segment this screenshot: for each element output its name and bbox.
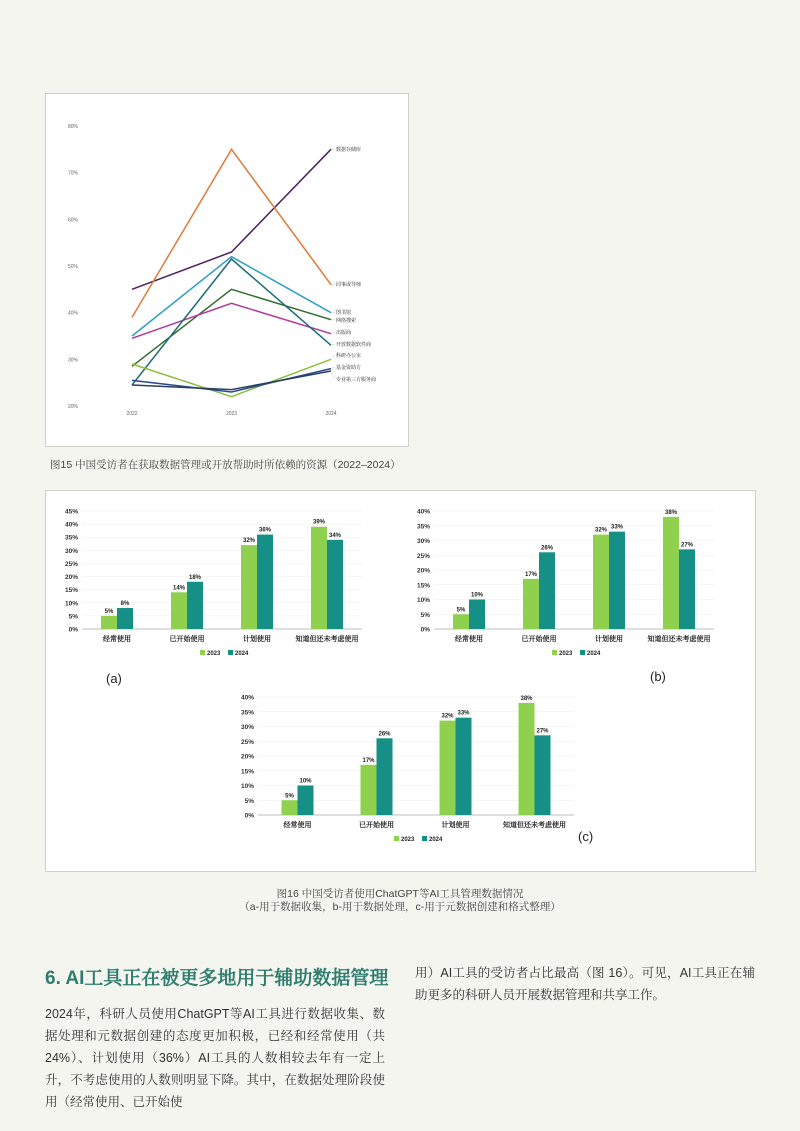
data-label: 38% [520, 695, 533, 702]
data-label: 5% [285, 793, 294, 800]
leader-line [331, 367, 335, 369]
y-tick-label: 20% [67, 404, 78, 410]
category-label: 计划使用 [243, 636, 271, 643]
category-label: 已开始使用 [169, 636, 205, 643]
legend-label: 2024 [429, 837, 443, 843]
bar-2023 [663, 517, 679, 629]
category-label: 知道但还未考虑使用 [295, 636, 359, 643]
bar-chart-c [226, 687, 586, 862]
legend-swatch [200, 650, 205, 655]
bar-2024 [539, 552, 555, 629]
leader-line [331, 312, 335, 313]
category-label: 知道但还未考虑使用 [503, 822, 566, 829]
y-tick-label: 35% [240, 709, 254, 717]
y-tick-label: 45% [64, 508, 78, 516]
data-label: 5% [456, 607, 466, 614]
series-line [132, 359, 331, 396]
y-tick-label: 5% [244, 797, 254, 805]
bar-chart-b [406, 501, 726, 676]
y-tick-label: 40% [64, 521, 78, 529]
category-label: 知道但还未考虑使用 [647, 636, 711, 643]
y-tick-label: 0% [244, 812, 254, 820]
data-label: 32% [242, 538, 256, 545]
series-label: 基金资助方 [336, 365, 362, 371]
data-label: 27% [680, 542, 694, 549]
data-label: 32% [594, 527, 608, 534]
data-label: 39% [312, 519, 326, 526]
y-tick-label: 30% [64, 547, 78, 555]
legend-swatch [580, 650, 585, 655]
legend-label: 2023 [401, 837, 415, 843]
data-label: 14% [172, 585, 186, 592]
series-label: 图书馆 [336, 310, 352, 316]
data-label: 27% [536, 728, 549, 735]
data-label: 26% [378, 731, 391, 738]
bar-2023 [282, 800, 298, 815]
y-tick-label: 40% [67, 310, 78, 317]
panel-label-c: (c) [578, 829, 594, 844]
paragraph-right: 用）AI工具的受访者占比最高（图 16）。可见，AI工具正在辅助更多的科研人员开展数据管理和共享工作。 [415, 966, 755, 1002]
series-label: 网络搜索 [336, 318, 357, 324]
y-tick-label: 80% [67, 124, 78, 130]
category-label: 经常使用 [103, 636, 131, 643]
series-line [132, 149, 331, 317]
leader-line [331, 284, 335, 285]
y-tick-label: 35% [416, 523, 430, 531]
figure16-caption-line2: （a-用于数据收集，b-用于数据处理，c-用于元数据创建和格式整理） [239, 901, 561, 913]
series-label: 出版商 [336, 330, 352, 336]
y-tick-label: 70% [67, 170, 78, 177]
series-label: 数据存储库 [336, 147, 362, 153]
series-label: 专业第三方服务商 [336, 377, 377, 383]
y-tick-label: 15% [240, 768, 254, 776]
y-tick-label: 60% [67, 217, 78, 224]
section-title: 6. AI工具正在被更多地用于辅助数据管理 [45, 968, 389, 989]
y-tick-label: 40% [416, 508, 430, 516]
y-tick-label: 15% [416, 582, 430, 590]
data-label: 36% [258, 527, 272, 534]
data-label: 17% [362, 757, 375, 764]
category-label: 已开始使用 [521, 636, 557, 643]
category-label: 经常使用 [455, 636, 483, 643]
y-tick-label: 25% [416, 552, 430, 560]
bar-2023 [440, 721, 456, 815]
y-tick-label: 30% [67, 357, 78, 364]
bar-2024 [535, 735, 551, 815]
y-tick-label: 0% [68, 626, 78, 634]
y-tick-label: 30% [240, 724, 254, 731]
legend-label: 2023 [559, 651, 573, 657]
bar-2024 [117, 608, 133, 629]
data-label: 26% [540, 545, 554, 552]
bar-2024 [327, 540, 343, 629]
y-tick-label: 30% [416, 538, 430, 545]
bar-2023 [171, 592, 187, 629]
paragraph-left: 2024年，科研人员使用ChatGPT等AI工具进行数据收集、数据处理和元数据创建的态度更加积极，已经和经常使用（共24%）、计划使用（36%）AI工具的人数相较去年有一定上升，不考虑使用的人数则明显下降。其中，在数据处理阶段使用（经常使用、已开始使 [45, 1007, 385, 1109]
category-label: 计划使用 [595, 636, 623, 643]
legend-swatch [228, 650, 233, 655]
y-tick-label: 0% [420, 626, 430, 634]
y-tick-label: 10% [64, 600, 78, 608]
data-label: 5% [104, 608, 114, 615]
y-tick-label: 50% [67, 264, 78, 270]
series-line [132, 369, 331, 392]
y-tick-label: 20% [64, 574, 78, 582]
bar-2024 [187, 582, 203, 629]
bar-2023 [593, 535, 609, 629]
y-tick-label: 40% [240, 694, 254, 702]
y-tick-label: 15% [64, 587, 78, 595]
x-tick-label: 2022 [126, 411, 138, 417]
legend-label: 2024 [587, 651, 601, 657]
category-label: 已开始使用 [359, 822, 394, 829]
legend-swatch [552, 650, 557, 655]
y-tick-label: 10% [240, 783, 254, 790]
bar-2024 [257, 535, 273, 629]
y-tick-label: 10% [416, 597, 430, 604]
bar-2023 [101, 616, 117, 629]
legend-swatch [422, 836, 427, 841]
bar-2024 [469, 600, 485, 630]
y-tick-label: 20% [240, 753, 254, 761]
bar-2024 [298, 786, 314, 816]
bar-2023 [241, 545, 257, 629]
legend-label: 2024 [235, 651, 249, 657]
x-tick-label: 2024 [325, 411, 337, 417]
line-chart [46, 94, 408, 446]
panel-label-a: (a) [106, 671, 122, 686]
series-label: 科研办公室 [336, 353, 362, 359]
y-tick-label: 20% [416, 567, 430, 575]
leader-line [331, 355, 335, 359]
bar-2023 [311, 527, 327, 629]
bar-2023 [361, 765, 377, 815]
bar-2024 [679, 549, 695, 629]
series-label: 开放数据软件商 [336, 342, 372, 348]
data-label: 8% [120, 601, 130, 608]
leader-line [331, 332, 335, 334]
bar-2024 [377, 738, 393, 815]
y-tick-label: 5% [68, 613, 78, 621]
data-label: 18% [188, 574, 202, 581]
bar-2024 [609, 532, 625, 629]
bar-chart-a [54, 501, 374, 676]
data-label: 32% [441, 713, 454, 720]
data-label: 33% [457, 710, 470, 717]
data-label: 10% [470, 592, 484, 599]
bar-2023 [523, 579, 539, 629]
figure15-caption: 图15 中国受访者在获取数据管理或开放帮助时所依赖的资源（2022–2024） [50, 459, 401, 471]
figure15-frame [45, 93, 409, 447]
data-label: 34% [328, 532, 342, 539]
bar-2023 [519, 703, 535, 815]
figure16-caption-line1: 图16 中国受访者使用ChatGPT等AI工具管理数据情况 [276, 888, 524, 900]
series-line [132, 303, 331, 338]
legend-label: 2023 [207, 651, 221, 657]
category-label: 经常使用 [283, 822, 312, 829]
x-tick-label: 2023 [225, 411, 238, 417]
bar-2024 [456, 718, 472, 815]
legend-swatch [394, 836, 399, 841]
figure16-frame [45, 490, 756, 872]
data-label: 33% [610, 524, 624, 531]
y-tick-label: 35% [64, 534, 78, 542]
data-label: 10% [299, 778, 312, 785]
panel-label-b: (b) [650, 669, 666, 684]
category-label: 计划使用 [441, 822, 470, 829]
data-label: 38% [664, 509, 678, 516]
leader-line [331, 344, 335, 345]
bar-2023 [453, 614, 469, 629]
leader-line [331, 371, 335, 379]
series-label: 同事或导师 [336, 282, 362, 288]
y-tick-label: 5% [420, 611, 430, 619]
y-tick-label: 25% [64, 560, 78, 568]
data-label: 17% [524, 571, 538, 578]
y-tick-label: 25% [240, 738, 254, 746]
